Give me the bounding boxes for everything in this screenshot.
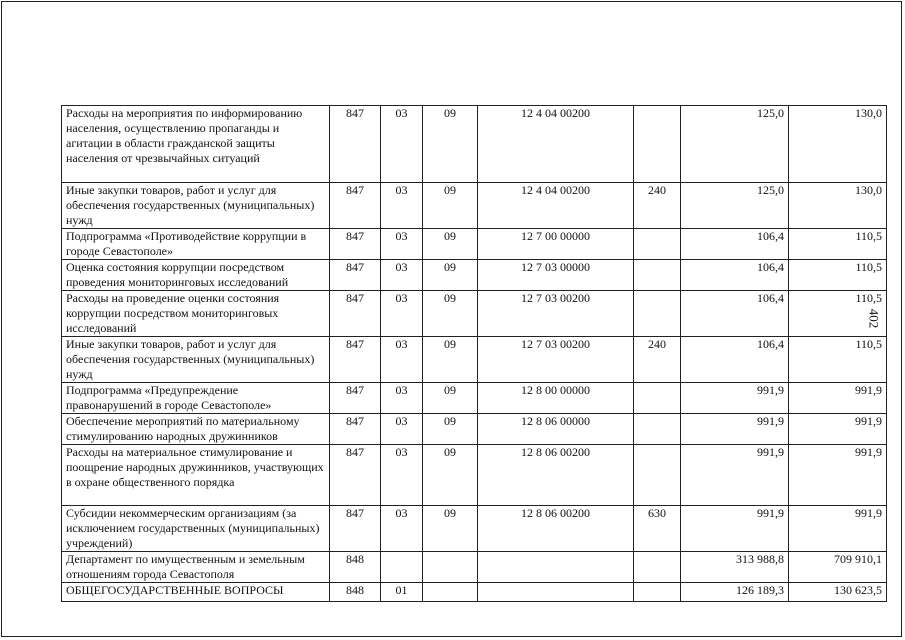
cell-expense-type [634, 383, 681, 414]
table-row [62, 183, 887, 229]
cell-expense-type: 240 [634, 183, 681, 229]
cell-razdel: 03 [381, 337, 423, 383]
cell-amount-year1: 991,9 [681, 414, 789, 445]
cell-podrazdel: 09 [423, 414, 478, 445]
cell-amount-year2: 110,5 [789, 229, 887, 260]
cell-vedomstvo: 848 [330, 583, 381, 602]
table-row [62, 337, 887, 383]
cell-target-article: 12 4 04 00200 [478, 183, 634, 229]
cell-target-article: 12 7 03 00000 [478, 260, 634, 291]
cell-name: Иные закупки товаров, работ и услуг для обеспечения государственных (муниципальных) нужд [62, 337, 330, 383]
cell-name: Департамент по имущественным и земельным отношениям города Севастополя [62, 552, 330, 583]
cell-vedomstvo: 847 [330, 229, 381, 260]
cell-razdel [381, 552, 423, 583]
cell-podrazdel: 09 [423, 506, 478, 552]
cell-amount-year1: 125,0 [681, 183, 789, 229]
cell-expense-type [634, 414, 681, 445]
table-row [62, 506, 887, 552]
cell-vedomstvo: 847 [330, 383, 381, 414]
cell-amount-year1: 313 988,8 [681, 552, 789, 583]
cell-razdel: 03 [381, 106, 423, 183]
cell-expense-type [634, 260, 681, 291]
cell-expense-type: 630 [634, 506, 681, 552]
cell-podrazdel: 09 [423, 337, 478, 383]
cell-amount-year2: 991,9 [789, 414, 887, 445]
cell-amount-year2: 130 623,5 [789, 583, 887, 602]
table-row [62, 445, 887, 506]
budget-table [61, 105, 887, 602]
table-row [62, 260, 887, 291]
cell-vedomstvo: 847 [330, 183, 381, 229]
cell-amount-year2: 130,0 [789, 106, 887, 183]
cell-amount-year2: 110,5 [789, 337, 887, 383]
cell-target-article: 12 7 03 00200 [478, 291, 634, 337]
table-row [62, 229, 887, 260]
cell-vedomstvo: 847 [330, 337, 381, 383]
cell-target-article: 12 8 06 00200 [478, 445, 634, 506]
cell-razdel: 03 [381, 260, 423, 291]
cell-name: Обеспечение мероприятий по материальному стимулированию народных дружинников [62, 414, 330, 445]
cell-name: Субсидии некоммерческим организациям (за исключением государственных (муниципальных) учреждений) [62, 506, 330, 552]
cell-expense-type: 240 [634, 337, 681, 383]
cell-amount-year1: 126 189,3 [681, 583, 789, 602]
cell-podrazdel: 09 [423, 291, 478, 337]
cell-vedomstvo: 847 [330, 414, 381, 445]
cell-target-article: 12 7 00 00000 [478, 229, 634, 260]
cell-razdel: 03 [381, 229, 423, 260]
cell-name: Оценка состояния коррупции посредством проведения мониторинговых исследований [62, 260, 330, 291]
cell-razdel: 03 [381, 183, 423, 229]
cell-amount-year2: 991,9 [789, 506, 887, 552]
cell-name: Расходы на проведение оценки состояния коррупции посредством мониторинговых исследований [62, 291, 330, 337]
cell-amount-year1: 991,9 [681, 506, 789, 552]
cell-vedomstvo: 847 [330, 260, 381, 291]
cell-name: Подпрограмма «Противодействие коррупции в городе Севастополе» [62, 229, 330, 260]
cell-amount-year1: 106,4 [681, 229, 789, 260]
cell-amount-year2: 991,9 [789, 445, 887, 506]
table-row [62, 106, 887, 183]
table-row [62, 291, 887, 337]
cell-vedomstvo: 847 [330, 506, 381, 552]
cell-name: Расходы на материальное стимулирование и поощрение народных дружинников, участвующих в охране общественного порядка [62, 445, 330, 506]
cell-amount-year1: 106,4 [681, 260, 789, 291]
page-number: 402 [866, 308, 882, 329]
table-row [62, 583, 887, 602]
cell-amount-year1: 991,9 [681, 383, 789, 414]
cell-expense-type [634, 552, 681, 583]
cell-amount-year1: 991,9 [681, 445, 789, 506]
cell-name: Иные закупки товаров, работ и услуг для обеспечения государственных (муниципальных) нужд [62, 183, 330, 229]
cell-podrazdel [423, 583, 478, 602]
cell-target-article [478, 552, 634, 583]
cell-amount-year1: 125,0 [681, 106, 789, 183]
cell-target-article: 12 7 03 00200 [478, 337, 634, 383]
cell-podrazdel [423, 552, 478, 583]
cell-podrazdel: 09 [423, 106, 478, 183]
table-row [62, 414, 887, 445]
cell-name: Подпрограмма «Предупреждение правонарушений в городе Севастополе» [62, 383, 330, 414]
cell-podrazdel: 09 [423, 229, 478, 260]
cell-target-article: 12 8 06 00200 [478, 506, 634, 552]
cell-expense-type [634, 229, 681, 260]
table-row [62, 383, 887, 414]
cell-podrazdel: 09 [423, 383, 478, 414]
cell-vedomstvo: 848 [330, 552, 381, 583]
cell-target-article: 12 8 06 00000 [478, 414, 634, 445]
cell-podrazdel: 09 [423, 260, 478, 291]
cell-expense-type [634, 106, 681, 183]
cell-amount-year2: 709 910,1 [789, 552, 887, 583]
cell-name: Расходы на мероприятия по информированию населения, осуществлению пропаганды и агитации в области гражданской защиты населения от чрезвычайных ситуаций [62, 106, 330, 183]
cell-podrazdel: 09 [423, 445, 478, 506]
table-row [62, 552, 887, 583]
cell-expense-type [634, 583, 681, 602]
cell-amount-year2: 110,5 [789, 260, 887, 291]
cell-expense-type [634, 445, 681, 506]
cell-razdel: 03 [381, 414, 423, 445]
cell-vedomstvo: 847 [330, 291, 381, 337]
cell-razdel: 03 [381, 383, 423, 414]
cell-podrazdel: 09 [423, 183, 478, 229]
cell-name: ОБЩЕГОСУДАРСТВЕННЫЕ ВОПРОСЫ [62, 583, 330, 602]
cell-razdel: 03 [381, 291, 423, 337]
cell-razdel: 01 [381, 583, 423, 602]
cell-target-article: 12 8 00 00000 [478, 383, 634, 414]
cell-target-article [478, 583, 634, 602]
cell-amount-year2: 130,0 [789, 183, 887, 229]
cell-amount-year1: 106,4 [681, 337, 789, 383]
cell-expense-type [634, 291, 681, 337]
cell-amount-year2: 110,5 [789, 291, 887, 337]
cell-vedomstvo: 847 [330, 106, 381, 183]
cell-target-article: 12 4 04 00200 [478, 106, 634, 183]
cell-amount-year1: 106,4 [681, 291, 789, 337]
cell-razdel: 03 [381, 506, 423, 552]
cell-vedomstvo: 847 [330, 445, 381, 506]
cell-razdel: 03 [381, 445, 423, 506]
cell-amount-year2: 991,9 [789, 383, 887, 414]
